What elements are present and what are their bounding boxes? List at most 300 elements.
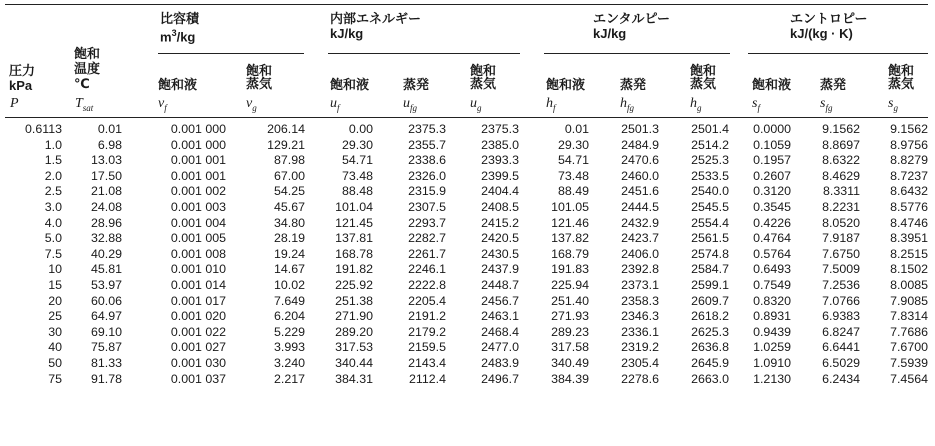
cell-ug: 2404.4 [481, 184, 519, 199]
cell-hfg: 2336.1 [621, 324, 659, 339]
sub-sf-label: 飽和液 [752, 77, 792, 92]
cell-ufg: 2338.6 [408, 153, 446, 168]
sg-sym-sub: g [893, 102, 898, 113]
cell-sg: 8.3951 [890, 231, 928, 246]
cell-uf: 168.78 [335, 246, 373, 261]
entropy-unit: kJ/(kg · K) [790, 26, 853, 41]
energy-unit: kJ/kg [330, 26, 364, 41]
table-row [0, 247, 935, 263]
cell-sfg: 8.3311 [823, 184, 860, 199]
cell-pressure: 2.0 [44, 168, 62, 183]
cell-vg: 19.24 [273, 246, 305, 261]
pressure-unit: kPa [9, 78, 33, 93]
cell-pressure: 10 [48, 262, 62, 277]
tsat-unit: ℃ [74, 76, 90, 91]
cell-tsat: 28.96 [90, 215, 122, 230]
cell-tsat: 32.88 [90, 231, 122, 246]
cell-tsat: 64.97 [90, 309, 122, 324]
cell-hfg: 2501.3 [621, 122, 659, 136]
cell-tsat: 60.06 [90, 293, 122, 308]
cell-hf: 271.93 [551, 309, 589, 324]
volume-group-rule [158, 53, 304, 54]
volume-group-header [160, 11, 199, 44]
cell-tsat: 40.29 [90, 246, 122, 261]
cell-hf: 168.79 [551, 246, 589, 261]
cell-uf: 191.82 [335, 262, 373, 277]
cell-hg: 2618.2 [691, 309, 729, 324]
table-top-rule [5, 4, 928, 5]
cell-ug: 2437.9 [481, 262, 519, 277]
cell-vf: 0.001 017 [170, 293, 226, 308]
cell-tsat: 53.97 [90, 277, 122, 292]
cell-hfg: 2319.2 [621, 340, 659, 355]
tsat-sym-sub: sat [82, 102, 94, 113]
sub-hg-label [690, 64, 716, 90]
pressure-header [9, 63, 35, 93]
cell-vf: 0.001 004 [170, 215, 226, 230]
cell-sfg: 8.6322 [822, 153, 860, 168]
cell-sf: 0.3545 [753, 199, 791, 214]
cell-pressure: 50 [48, 355, 62, 370]
cell-hf: 137.82 [551, 231, 589, 246]
cell-pressure: 40 [48, 340, 62, 355]
cell-vf: 0.001 010 [170, 262, 226, 277]
cell-ufg: 2315.9 [408, 184, 446, 199]
cell-vf: 0.001 005 [170, 231, 226, 246]
cell-pressure: 30 [48, 324, 62, 339]
volume-unit [160, 26, 199, 44]
cell-sg: 9.1562 [890, 122, 928, 136]
cell-vg: 28.19 [273, 231, 305, 246]
sfg-sym-main: s [820, 96, 826, 111]
cell-vf: 0.001 027 [170, 340, 226, 355]
sub-hfg-symbol [620, 96, 634, 113]
cell-hfg: 2392.8 [621, 262, 659, 277]
sub-hf-symbol [546, 96, 556, 113]
cell-hf: 191.83 [551, 262, 589, 277]
sub-sg-label [888, 64, 914, 90]
cell-ufg: 2143.4 [408, 355, 446, 370]
cell-sf: 0.1059 [753, 137, 791, 152]
tsat-header [74, 46, 100, 91]
cell-pressure: 75 [48, 371, 62, 386]
cell-hg: 2514.2 [691, 137, 729, 152]
cell-hf: 251.40 [551, 293, 589, 308]
table-row [0, 216, 935, 232]
sub-sfg-label: 蒸発 [820, 77, 847, 92]
cell-sg: 8.0085 [890, 277, 928, 292]
volume-title: 比容積 [160, 11, 200, 26]
cell-vg: 87.98 [273, 153, 305, 168]
cell-uf: 54.71 [341, 153, 373, 168]
cell-sfg: 8.8697 [822, 137, 860, 152]
cell-sf: 0.5764 [753, 246, 791, 261]
sub-sg-l1: 飽和 [888, 63, 915, 78]
cell-hg: 2636.8 [691, 340, 729, 355]
sub-vg-label [246, 64, 272, 90]
cell-ufg: 2112.4 [409, 371, 446, 386]
sub-hg-symbol [690, 96, 702, 113]
cell-ug: 2420.5 [481, 231, 519, 246]
cell-hf: 289.23 [551, 324, 589, 339]
ufg-sym-sub: fg [410, 102, 418, 113]
sub-vf-label: 飽和液 [158, 77, 198, 92]
cell-sg: 8.4746 [890, 215, 928, 230]
enthalpy-title: エンタルピー [593, 11, 670, 26]
cell-hf: 225.94 [551, 277, 589, 292]
cell-sfg: 7.6750 [822, 246, 860, 261]
sub-vg-l2: 蒸気 [246, 76, 273, 91]
vg-sym-sub: g [252, 102, 257, 113]
cell-sf: 1.0259 [753, 340, 791, 355]
cell-hf: 384.39 [551, 371, 589, 386]
cell-sf: 0.9439 [753, 324, 791, 339]
cell-hg: 2540.0 [691, 184, 729, 199]
cell-vg: 129.21 [267, 137, 305, 152]
cell-vg: 54.25 [273, 184, 305, 199]
volume-unit-sup: 3 [171, 28, 177, 38]
energy-title: 内部エネルギー [330, 11, 422, 26]
cell-sg: 7.8314 [890, 309, 928, 324]
cell-hg: 2625.3 [691, 324, 729, 339]
cell-vg: 10.02 [273, 277, 305, 292]
sf-sym-sub: f [757, 102, 760, 113]
cell-ufg: 2355.7 [408, 137, 446, 152]
cell-sg: 8.6432 [890, 184, 928, 199]
cell-ug: 2483.9 [481, 355, 519, 370]
cell-tsat: 21.08 [90, 184, 122, 199]
cell-uf: 29.30 [341, 137, 373, 152]
sub-vf-symbol [158, 96, 167, 113]
cell-ug: 2477.0 [481, 340, 519, 355]
cell-ug: 2468.4 [481, 324, 519, 339]
cell-ufg: 2205.4 [408, 293, 446, 308]
cell-ug: 2448.7 [481, 277, 519, 292]
cell-vf: 0.001 014 [170, 277, 226, 292]
cell-uf: 317.53 [335, 340, 373, 355]
volume-unit-post: /kg [176, 29, 196, 45]
cell-hg: 2599.1 [691, 277, 729, 292]
cell-ufg: 2179.2 [408, 324, 446, 339]
energy-group-rule [328, 53, 520, 54]
cell-sfg: 7.5009 [822, 262, 860, 277]
sub-ufg-label: 蒸発 [403, 77, 430, 92]
table-row [0, 138, 935, 154]
cell-pressure: 20 [48, 293, 62, 308]
cell-tsat: 69.10 [90, 324, 122, 339]
cell-tsat: 45.81 [90, 262, 122, 277]
tsat-label-2: 温度 [74, 61, 101, 76]
cell-uf: 225.92 [335, 277, 373, 292]
cell-sfg: 6.2434 [822, 371, 860, 386]
cell-pressure: 2.5 [44, 184, 62, 199]
sf-sym-main: s [752, 96, 758, 111]
sub-ug-label [470, 64, 496, 90]
cell-ug: 2375.3 [481, 122, 519, 136]
cell-uf: 251.38 [335, 293, 373, 308]
cell-sf: 0.7549 [753, 277, 791, 292]
sub-hg-l1: 飽和 [690, 63, 717, 78]
sub-ug-symbol [470, 96, 482, 113]
cell-hfg: 2373.1 [621, 277, 659, 292]
cell-vg: 6.204 [273, 309, 305, 324]
entropy-title: エントロピー [790, 11, 868, 26]
cell-ufg: 2282.7 [408, 231, 446, 246]
cell-uf: 121.45 [335, 215, 373, 230]
cell-uf: 101.04 [335, 199, 373, 214]
cell-hfg: 2406.0 [621, 246, 659, 261]
cell-ufg: 2159.5 [408, 340, 446, 355]
cell-ug: 2393.3 [481, 153, 519, 168]
cell-hf: 73.48 [557, 168, 589, 183]
cell-sf: 0.3120 [753, 184, 791, 199]
sub-vg-l1: 飽和 [246, 63, 273, 78]
hf-sym-sub: f [553, 102, 556, 113]
cell-ufg: 2222.8 [408, 277, 446, 292]
table-row [0, 184, 935, 200]
cell-pressure: 4.0 [44, 215, 62, 230]
vg-sym-main: v [246, 96, 253, 111]
cell-sfg: 7.2536 [822, 277, 860, 292]
cell-hfg: 2484.9 [621, 137, 659, 152]
cell-ufg: 2293.7 [408, 215, 446, 230]
sub-ug-l2: 蒸気 [470, 76, 497, 91]
cell-hfg: 2358.3 [621, 293, 659, 308]
cell-vg: 34.80 [273, 215, 305, 230]
cell-sg: 7.9085 [890, 293, 928, 308]
sub-sg-symbol [888, 96, 898, 113]
cell-vf: 0.001 000 [170, 122, 226, 136]
cell-hg: 2501.4 [691, 122, 729, 136]
cell-sfg: 6.6441 [822, 340, 860, 355]
cell-sf: 0.4764 [753, 231, 791, 246]
cell-sg: 7.4564 [890, 371, 928, 386]
cell-sfg: 7.0766 [822, 293, 860, 308]
cell-uf: 340.44 [335, 355, 373, 370]
header-bottom-rule [5, 117, 928, 118]
cell-vg: 67.00 [273, 168, 305, 183]
cell-ufg: 2261.7 [408, 246, 446, 261]
cell-ug: 2463.1 [481, 309, 519, 324]
cell-ug: 2496.7 [481, 371, 519, 386]
hf-sym-main: h [546, 96, 553, 111]
table-row [0, 122, 935, 138]
sub-uf-label: 飽和液 [330, 77, 370, 92]
cell-hfg: 2346.3 [621, 309, 659, 324]
cell-sfg: 8.4629 [822, 168, 860, 183]
cell-sf: 0.8931 [753, 309, 791, 324]
cell-hg: 2561.5 [691, 231, 729, 246]
cell-sg: 8.1502 [890, 262, 928, 277]
cell-ug: 2456.7 [481, 293, 519, 308]
cell-sg: 8.9756 [890, 137, 928, 152]
cell-tsat: 91.78 [90, 371, 122, 386]
table-row [0, 325, 935, 341]
cell-sf: 0.1957 [753, 153, 791, 168]
cell-sg: 8.8279 [890, 153, 928, 168]
table-row [0, 153, 935, 169]
cell-hg: 2525.3 [691, 153, 729, 168]
cell-pressure: 1.5 [44, 153, 62, 168]
cell-hf: 317.58 [551, 340, 589, 355]
cell-vf: 0.001 003 [170, 199, 226, 214]
cell-hf: 54.71 [557, 153, 589, 168]
cell-vf: 0.001 008 [170, 246, 226, 261]
volume-unit-pre: m [160, 29, 172, 45]
cell-vf: 0.001 022 [170, 324, 226, 339]
table-row [0, 278, 935, 294]
cell-tsat: 6.98 [97, 137, 122, 152]
cell-sfg: 6.8247 [822, 324, 860, 339]
cell-hg: 2533.5 [691, 168, 729, 183]
cell-vg: 5.229 [273, 324, 305, 339]
cell-vg: 3.993 [273, 340, 305, 355]
sub-vg-symbol [246, 96, 257, 113]
cell-vf: 0.001 001 [170, 153, 226, 168]
vf-sym-sub: f [164, 102, 167, 113]
cell-sg: 7.7686 [890, 324, 928, 339]
cell-vg: 2.217 [273, 371, 305, 386]
cell-ufg: 2375.3 [408, 122, 446, 136]
cell-vf: 0.001 001 [170, 168, 226, 183]
cell-tsat: 13.03 [90, 153, 122, 168]
cell-uf: 73.48 [341, 168, 373, 183]
tsat-symbol [75, 96, 93, 113]
cell-uf: 88.48 [341, 184, 373, 199]
vf-sym-main: v [158, 96, 165, 111]
table-row [0, 356, 935, 372]
cell-pressure: 0.6113 [25, 122, 62, 136]
cell-hg: 2545.5 [691, 199, 729, 214]
sub-sf-symbol [752, 96, 760, 113]
cell-ug: 2430.5 [481, 246, 519, 261]
cell-tsat: 75.87 [90, 340, 122, 355]
table-row [0, 169, 935, 185]
cell-sg: 7.5939 [890, 355, 928, 370]
cell-ufg: 2246.1 [408, 262, 446, 277]
enthalpy-group-rule [544, 53, 730, 54]
energy-group-header [330, 11, 421, 41]
table-row [0, 200, 935, 216]
cell-tsat: 81.33 [90, 355, 122, 370]
cell-vg: 7.649 [273, 293, 305, 308]
sub-uf-symbol [330, 96, 340, 113]
cell-sf: 1.0910 [753, 355, 791, 370]
cell-hg: 2584.7 [691, 262, 729, 277]
entropy-group-rule [748, 53, 928, 54]
hg-sym-main: h [690, 96, 697, 111]
table-row [0, 340, 935, 356]
cell-tsat: 0.01 [97, 122, 122, 136]
cell-hg: 2663.0 [691, 371, 729, 386]
cell-hg: 2609.7 [691, 293, 729, 308]
cell-hfg: 2460.0 [621, 168, 659, 183]
table-row [0, 262, 935, 278]
ug-sym-main: u [470, 96, 477, 111]
sub-hfg-label: 蒸発 [620, 77, 647, 92]
cell-uf: 137.81 [335, 231, 373, 246]
cell-vf: 0.001 030 [170, 355, 226, 370]
cell-sfg: 6.9383 [822, 309, 860, 324]
uf-sym-sub: f [337, 102, 340, 113]
cell-hf: 121.46 [551, 215, 589, 230]
cell-vg: 14.67 [273, 262, 305, 277]
cell-vf: 0.001 000 [170, 137, 226, 152]
cell-uf: 0.00 [348, 122, 373, 136]
cell-pressure: 5.0 [44, 231, 62, 246]
cell-sfg: 7.9187 [822, 231, 860, 246]
cell-uf: 289.20 [335, 324, 373, 339]
hg-sym-sub: g [697, 102, 702, 113]
cell-hfg: 2432.9 [621, 215, 659, 230]
pressure-label: 圧力 [9, 63, 36, 78]
hfg-sym-main: h [620, 96, 627, 111]
cell-pressure: 7.5 [44, 246, 62, 261]
enthalpy-group-header [593, 11, 670, 41]
cell-ug: 2415.2 [481, 215, 519, 230]
ufg-sym-main: u [403, 96, 410, 111]
cell-hfg: 2423.7 [621, 231, 659, 246]
table-row [0, 372, 935, 388]
cell-sg: 8.5776 [890, 199, 928, 214]
cell-sg: 7.6700 [890, 340, 928, 355]
cell-sfg: 6.5029 [822, 355, 860, 370]
table-row [0, 309, 935, 325]
cell-hfg: 2305.4 [621, 355, 659, 370]
cell-hfg: 2451.6 [621, 184, 659, 199]
cell-vf: 0.001 037 [170, 371, 226, 386]
cell-vg: 3.240 [273, 355, 305, 370]
cell-ug: 2399.5 [481, 168, 519, 183]
table-row [0, 231, 935, 247]
cell-sfg: 9.1562 [822, 122, 860, 136]
cell-hg: 2645.9 [691, 355, 729, 370]
table-row [0, 294, 935, 310]
cell-hfg: 2278.6 [621, 371, 659, 386]
cell-sf: 0.6493 [753, 262, 791, 277]
cell-hg: 2554.4 [691, 215, 729, 230]
cell-sf: 0.4226 [753, 215, 791, 230]
cell-pressure: 25 [48, 309, 62, 324]
pressure-symbol: P [10, 96, 19, 111]
sub-hg-l2: 蒸気 [690, 76, 717, 91]
cell-vf: 0.001 002 [170, 184, 226, 199]
sub-ufg-symbol [403, 96, 417, 113]
cell-ufg: 2307.5 [408, 199, 446, 214]
cell-sg: 8.2515 [890, 246, 928, 261]
sub-sg-l2: 蒸気 [888, 76, 915, 91]
cell-sf: 1.2130 [753, 371, 791, 386]
cell-pressure: 15 [48, 277, 62, 292]
entropy-group-header [790, 11, 867, 41]
cell-ug: 2408.5 [481, 199, 519, 214]
cell-tsat: 24.08 [90, 199, 122, 214]
cell-sfg: 8.2231 [822, 199, 860, 214]
sub-hf-label: 飽和液 [546, 77, 586, 92]
cell-tsat: 17.50 [90, 168, 122, 183]
cell-ug: 2385.0 [481, 137, 519, 152]
cell-hf: 101.05 [551, 199, 589, 214]
cell-uf: 384.31 [335, 371, 373, 386]
enthalpy-unit: kJ/kg [593, 26, 627, 41]
cell-pressure: 1.0 [44, 137, 62, 152]
hfg-sym-sub: fg [627, 102, 635, 113]
cell-hfg: 2444.5 [621, 199, 659, 214]
sfg-sym-sub: fg [825, 102, 833, 113]
cell-sfg: 8.0520 [822, 215, 860, 230]
uf-sym-main: u [330, 96, 337, 111]
cell-hf: 88.49 [557, 184, 589, 199]
